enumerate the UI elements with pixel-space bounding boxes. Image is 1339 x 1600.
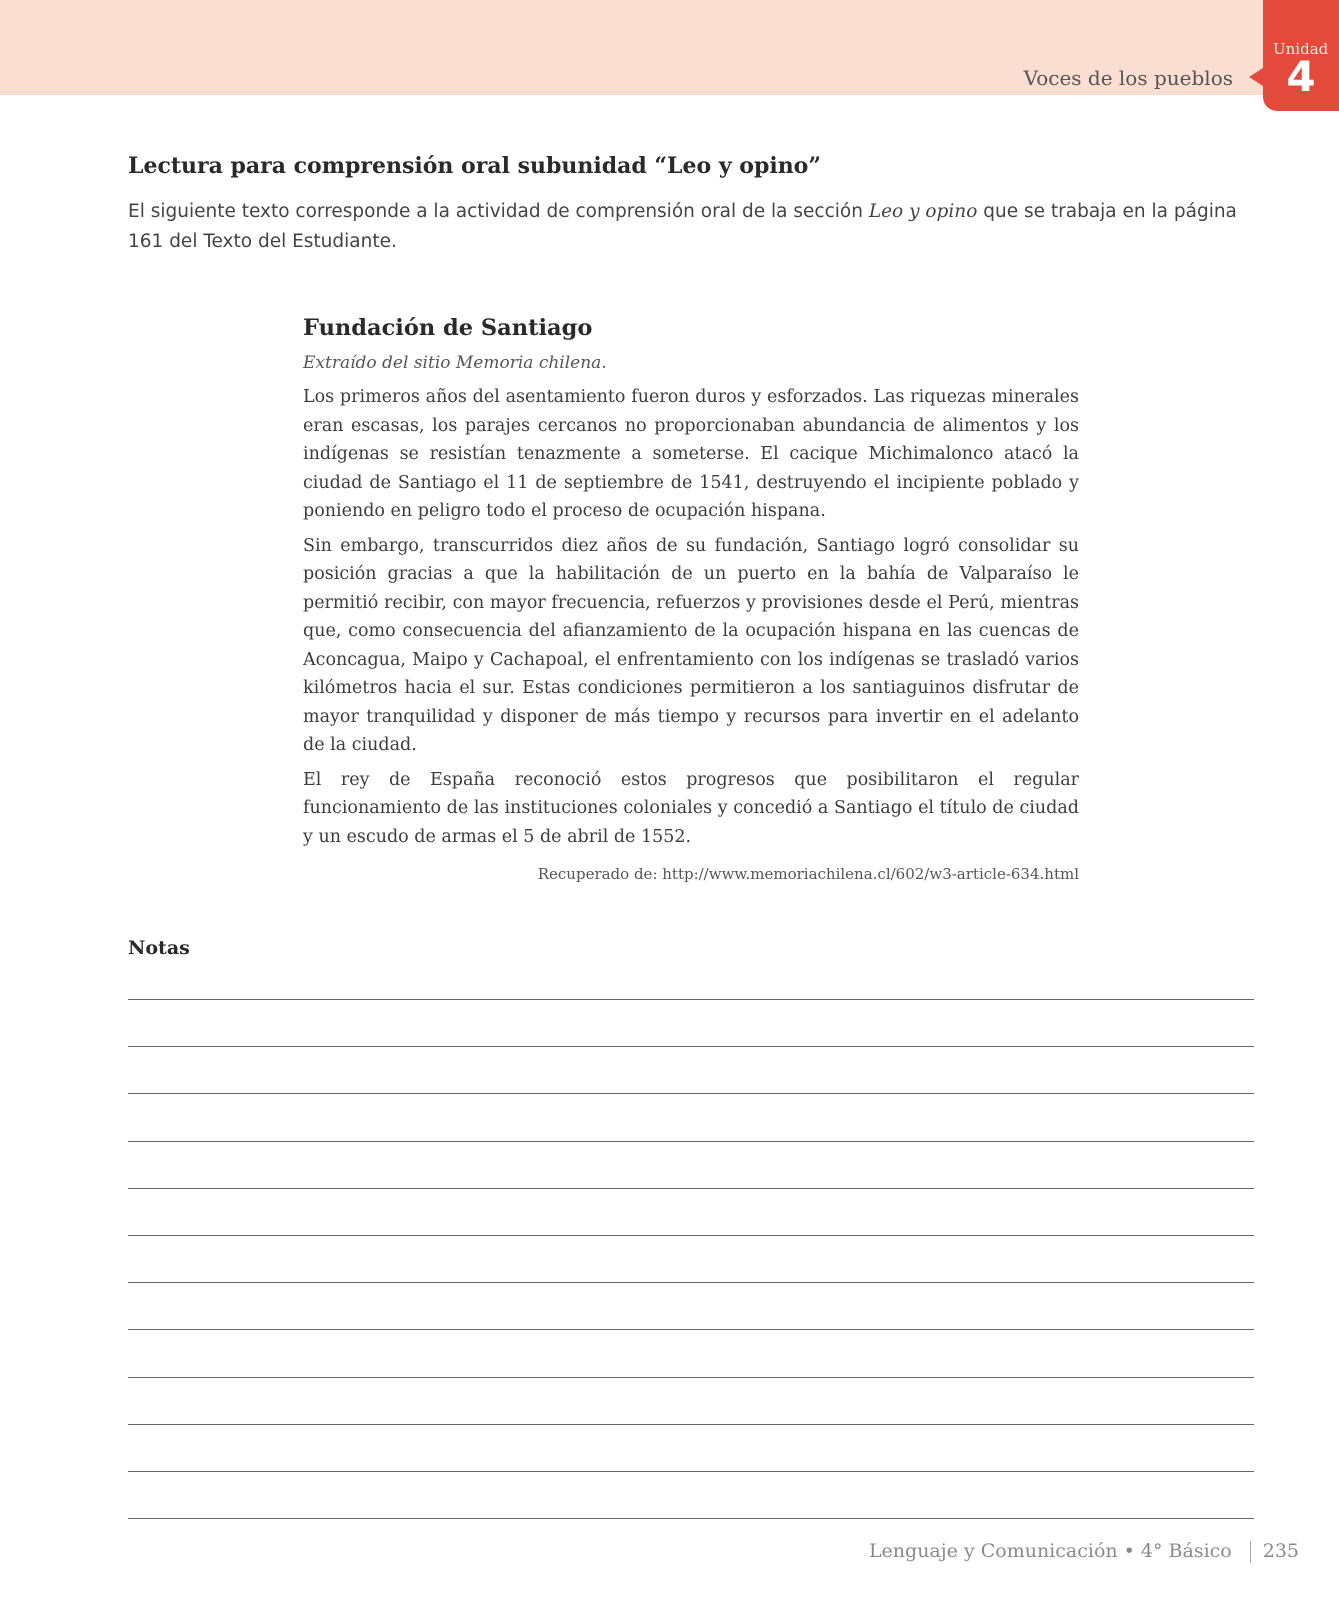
note-line: [128, 1424, 1254, 1425]
section-title: Lectura para comprensión oral subunidad “Leo y opino”: [128, 153, 822, 179]
intro-text-start: El siguiente texto corresponde a la actividad de comprensión oral de la sección: [128, 201, 869, 222]
note-line: [128, 1282, 1254, 1283]
unit-number: 4: [1286, 52, 1316, 101]
unit-tab: [1263, 0, 1339, 111]
footer-separator: [1250, 1541, 1251, 1563]
reading-source: Extraído del sitio Memoria chilena.: [303, 353, 607, 373]
retrieved-from: Recuperado de: http://www.memoriachilena.cl/602/w3-article-634.html: [537, 865, 1079, 883]
note-line: [128, 1188, 1254, 1189]
note-line: [128, 1141, 1254, 1142]
reading-paragraph: Sin embargo, transcurridos diez años de su fundación, Santiago logró consolidar su posición gracias a que la habilitación de un puerto en la bahía de Valparaíso le permitió recibir, con mayor frecuencia, refuerzos y provisiones desde el Perú, mientras que, como consecuencia del afianzamiento de la ocupación hispana en las cuencas de Aconcagua, Maipo y Cachapoal, el enfrentamiento con los indígenas se trasladó varios kilómetros hacia el sur. Estas condiciones permitieron a los santiaguinos disfrutar de mayor tranquilidad y disponer de más tiempo y recursos para invertir en el adelanto de la ciudad.: [303, 535, 1079, 755]
unit-label: Unidad: [1273, 40, 1329, 58]
notes-title: Notas: [128, 937, 190, 959]
note-line: [128, 1377, 1254, 1378]
intro-text-end: que se trabaja en la página 161 del Texto del Estudiante.: [128, 201, 1237, 252]
reading-paragraph: El rey de España reconoció estos progresos que posibilitaron el regular funcionamiento de las instituciones coloniales y concedió a Santiago el título de ciudad y un escudo de armas el 5 de abril de 1552.: [303, 769, 1079, 847]
reading-passage: [303, 315, 1079, 883]
note-line: [128, 1329, 1254, 1330]
note-line: [128, 1518, 1254, 1519]
intro-section-name: Leo y opino: [868, 201, 978, 222]
reading-paragraph: Los primeros años del asentamiento fueron duros y esforzados. Las riquezas minerales eran escasas, los parajes cercanos no proporcionaban abundancia de alimentos y los indígenas se resistían tenazmente a someterse. El cacique Michimalonco atacó la ciudad de Santiago el 11 de septiembre de 1541, destruyendo el incipiente poblado y poniendo en peligro todo el proceso de ocupación hispana.: [303, 387, 1079, 521]
section-intro: [128, 197, 1254, 257]
note-line: [128, 999, 1254, 1000]
note-line: [128, 1235, 1254, 1236]
note-line: [128, 1093, 1254, 1094]
reading-title: Fundación de Santiago: [303, 315, 593, 341]
note-line: [128, 1471, 1254, 1472]
unit-name: Voces de los pueblos: [1023, 66, 1233, 90]
note-line: [128, 1046, 1254, 1047]
page-number: 235: [1262, 1540, 1299, 1562]
footer-subject: Lenguaje y Comunicación • 4° Básico: [868, 1540, 1232, 1562]
page-footer: [869, 1540, 1299, 1563]
